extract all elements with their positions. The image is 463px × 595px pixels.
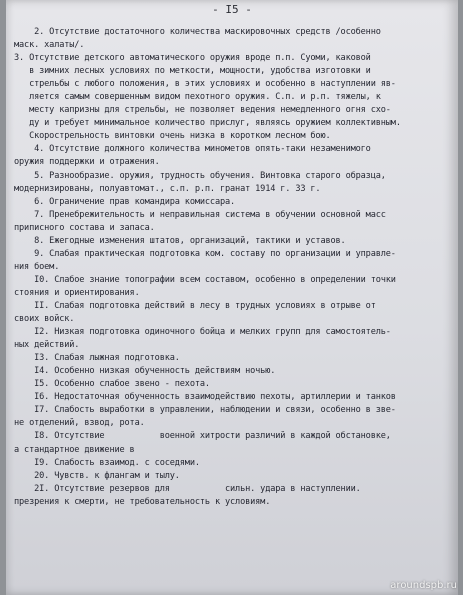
- text-line: I3. Слабая лыжная подготовка.: [14, 353, 180, 364]
- text-line: I6. Недостаточная обученность взаимодействию пехоты, артиллерии и танков: [14, 392, 396, 403]
- text-line: 4. Отсутствие должного количества минометов опять-таки незаменимого: [14, 144, 371, 155]
- document-page: [6, 0, 458, 595]
- text-line: модернизированы, полуавтомат., с.п. р.п. гранат 1914 г. 33 г.: [14, 183, 321, 194]
- text-line: 8. Ежегодные изменения штатов, организаций, тактики и уставов.: [14, 235, 346, 246]
- text-line: 20. Чувств. к флангам и тылу.: [14, 470, 180, 481]
- text-line: приписного состава и запаса.: [14, 222, 155, 233]
- text-line: 5. Разнообразие. оружия, трудность обучения. Винтовка старого образца,: [14, 170, 386, 181]
- text-line: ду и требует минимальное количество прислуг, являясь оружием коллективным.: [14, 118, 401, 129]
- text-line: I2. Низкая подготовка одиночного бойца и мелких групп для самостоятель-: [14, 327, 391, 338]
- text-line: I9. Слабость взаимод. с соседями.: [14, 457, 200, 468]
- text-line: не отделений, взвод, рота.: [14, 418, 145, 429]
- text-line: 2I. Отсутствие резервов для сильн. удара в наступлении.: [14, 483, 361, 494]
- text-line: I8. Отсутствие военной хитрости различий в каждой обстановке,: [14, 431, 391, 442]
- text-line: в зимних лесных условиях по меткости, мощности, удобства изготовки и: [14, 66, 371, 77]
- text-line: 3. Отсутствие детского автоматического оружия вроде п.п. Суоми, каковой: [14, 53, 371, 64]
- text-line: I5. Особенно слабое звено - пехота.: [14, 379, 210, 390]
- text-line: 2. Отсутствие достаточного количества маскировочных средств /особенно: [14, 27, 381, 37]
- text-line: ния боем.: [14, 261, 60, 272]
- text-line: I7. Слабость выработки в управлении, наблюдении и связи, особенно в зве-: [14, 405, 396, 416]
- text-line: оружия поддержки и отражения.: [14, 157, 160, 168]
- text-line: своих войск.: [14, 314, 75, 325]
- text-line: 7. Пренебрежительность и неправильная система в обучении основной масс: [14, 209, 386, 220]
- text-line: маск. халаты/.: [14, 40, 85, 51]
- text-line: Скорострельность винтовки очень низка в коротком лесном бою.: [14, 131, 331, 142]
- watermark: aroundspb.ru: [390, 580, 457, 591]
- text-line: II. Слабая подготовка действий в лесу в трудных условиях в отрыве от: [14, 300, 376, 311]
- text-line: стояния и ориентирования.: [14, 287, 140, 298]
- text-line: стрельбы с любого положения, в этих условиях и особенно в наступлении яв-: [14, 79, 396, 90]
- text-line: ных действий.: [14, 340, 80, 351]
- text-line: I4. Особенно низкая обученность действиям ночью.: [14, 366, 276, 377]
- text-line: 6. Ограничение прав командира комиссара.: [14, 196, 236, 207]
- text-line: ляется самым совершенным видом пехотного оружия. С.п. и р.п. тяжелы, к: [14, 92, 381, 103]
- text-line: месту капризны для стрельбы, не позволяет ведения немедленного огня схо-: [14, 105, 391, 116]
- text-line: 9. Слабая практическая подготовка ком. составу по организации и управле-: [14, 248, 396, 259]
- text-line: презрения к смерти, не требовательность к условиям.: [14, 496, 271, 507]
- text-line: I0. Слабое знание топографии всем составом, особенно в определении точки: [14, 274, 396, 285]
- page-number: - I5 -: [212, 3, 252, 16]
- document-body: [14, 26, 450, 509]
- text-line: а стандартное движение в: [14, 444, 135, 455]
